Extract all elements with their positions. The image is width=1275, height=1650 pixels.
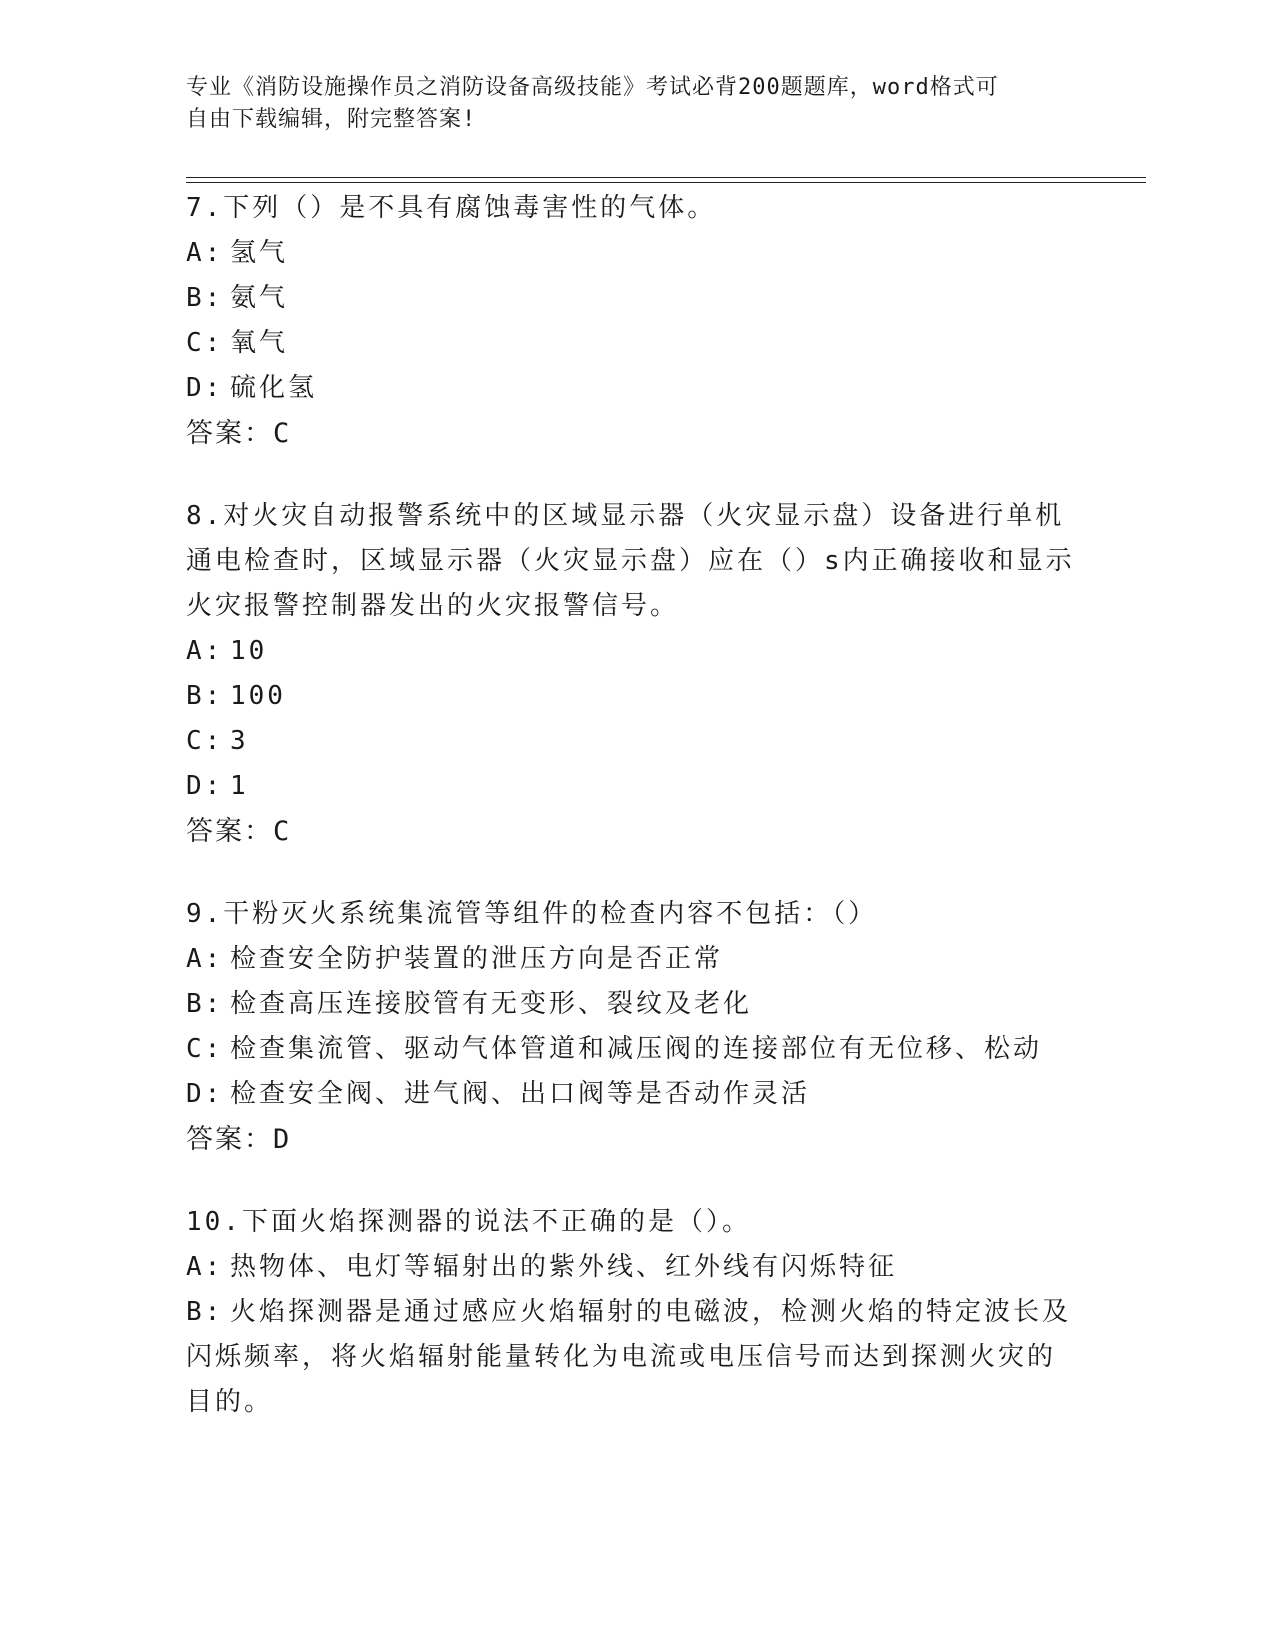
option-text: 氢气 <box>230 238 289 268</box>
option-letter: D: <box>186 771 224 801</box>
question-stem: 10.下面火焰探测器的说法不正确的是（）。 <box>186 1207 751 1237</box>
answer-line: 答案：C <box>186 816 292 847</box>
question-9 <box>186 892 1086 1162</box>
option-letter: A: <box>186 1252 224 1282</box>
option-text: 热物体、电灯等辐射出的紫外线、红外线有闪烁特征 <box>230 1252 898 1282</box>
option-text: 检查集流管、驱动气体管道和减压阀的连接部位有无位移、松动 <box>230 1034 1043 1064</box>
option-text: 检查高压连接胶管有无变形、裂纹及老化 <box>230 989 753 1019</box>
option-a <box>186 937 1086 982</box>
question-list <box>186 186 1086 1463</box>
header-divider-bottom <box>186 182 1146 183</box>
option-letter: A: <box>186 944 224 974</box>
option-text: 3 <box>230 726 249 756</box>
answer-line: 答案：C <box>186 418 292 449</box>
option-d <box>186 366 1086 411</box>
header-divider-top <box>186 177 1146 178</box>
question-stem: 9.干粉灭火系统集流管等组件的检查内容不包括：（） <box>186 899 878 929</box>
option-b <box>186 276 1086 321</box>
question-10 <box>186 1200 1086 1425</box>
option-letter: B: <box>186 1297 224 1327</box>
option-text: 硫化氢 <box>230 373 318 403</box>
option-text: 1 <box>230 771 249 801</box>
option-letter: B: <box>186 681 224 711</box>
option-letter: B: <box>186 989 224 1019</box>
header-line-2: 自由下载编辑，附完整答案! <box>186 107 477 132</box>
option-b <box>186 674 1086 719</box>
question-7 <box>186 186 1086 456</box>
option-text: 10 <box>230 636 268 666</box>
option-letter: D: <box>186 1079 224 1109</box>
question-stem-line-2: 通电检查时，区域显示器（火灾显示盘）应在（）s内正确接收和显示 <box>186 546 1075 576</box>
option-letter: C: <box>186 1034 224 1064</box>
option-text: 检查安全阀、进气阀、出口阀等是否动作灵活 <box>230 1079 811 1109</box>
question-stem-line-1: 8.对火灾自动报警系统中的区域显示器（火灾显示盘）设备进行单机 <box>186 501 1065 531</box>
option-text: 100 <box>230 681 286 711</box>
option-b-continuation-1: 闪烁频率，将火焰辐射能量转化为电流或电压信号而达到探测火灾的 <box>186 1342 1057 1372</box>
option-a <box>186 1245 1086 1290</box>
option-c <box>186 719 1086 764</box>
option-c <box>186 321 1086 366</box>
option-a <box>186 629 1086 674</box>
option-text: 氨气 <box>230 283 289 313</box>
question-stem-line-3: 火灾报警控制器发出的火灾报警信号。 <box>186 591 680 621</box>
option-letter: D: <box>186 373 224 403</box>
option-text: 检查安全防护装置的泄压方向是否正常 <box>230 944 724 974</box>
option-b-continuation-2: 目的。 <box>186 1387 274 1417</box>
question-stem: 7.下列（）是不具有腐蚀毒害性的气体。 <box>186 193 717 223</box>
option-letter: A: <box>186 238 224 268</box>
option-c <box>186 1027 1086 1072</box>
option-d <box>186 764 1086 809</box>
answer-line: 答案：D <box>186 1124 292 1155</box>
option-letter: C: <box>186 726 224 756</box>
header-line-1: 专业《消防设施操作员之消防设备高级技能》考试必背200题题库，word格式可 <box>186 75 999 100</box>
option-letter: A: <box>186 636 224 666</box>
option-b <box>186 982 1086 1027</box>
option-d <box>186 1072 1086 1117</box>
option-text: 氧气 <box>230 328 289 358</box>
option-letter: C: <box>186 328 224 358</box>
option-text: 火焰探测器是通过感应火焰辐射的电磁波，检测火焰的特定波长及 <box>230 1297 1072 1327</box>
document-header <box>186 72 1066 136</box>
question-8 <box>186 494 1086 854</box>
option-a <box>186 231 1086 276</box>
option-letter: B: <box>186 283 224 313</box>
option-b <box>186 1290 1086 1335</box>
